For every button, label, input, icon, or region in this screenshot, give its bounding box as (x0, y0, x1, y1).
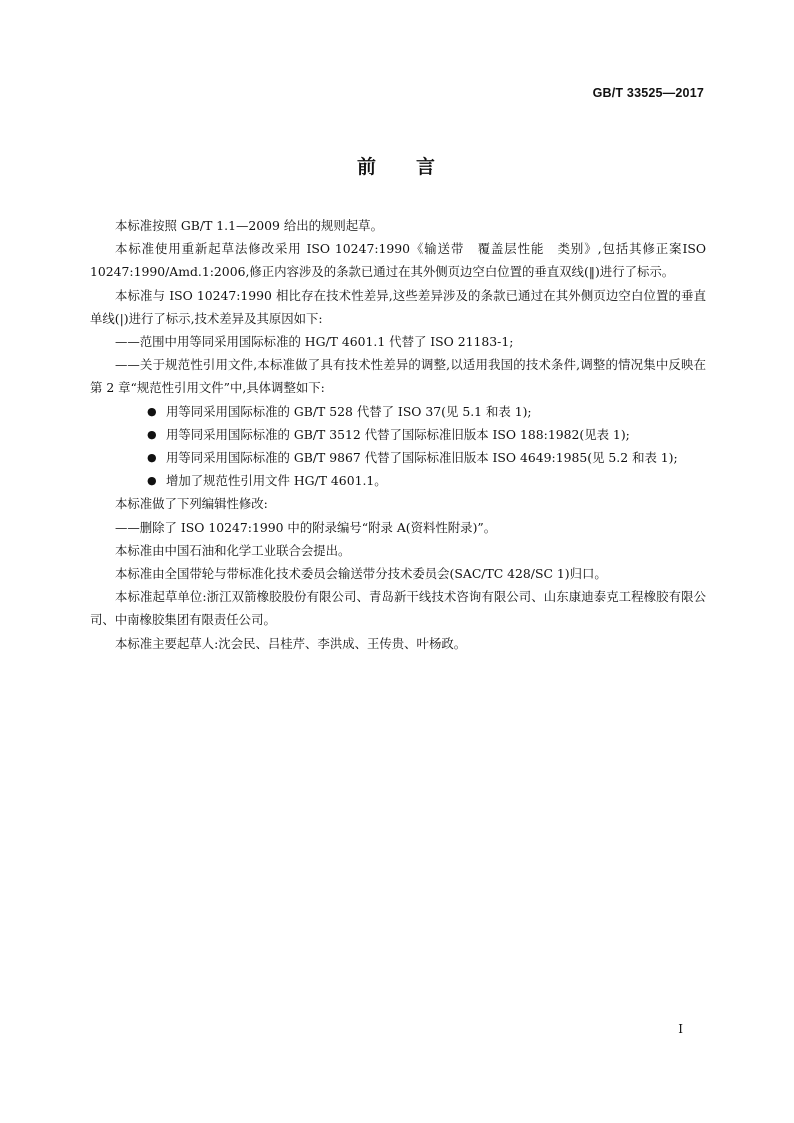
document-body (90, 214, 706, 655)
bullet-text: 用等同采用国际标准的 GB/T 9867 代替了国际标准旧版本 ISO 4649:1985(见 5.2 和表 1); (166, 450, 678, 466)
list-item-bullet (90, 400, 706, 423)
bullet-icon: ● (147, 451, 157, 465)
paragraph-proposer: 本标准由中国石油和化学工业联合会提出。 (115, 542, 351, 558)
paragraph-drafters: 本标准主要起草人:沈会民、吕桂芹、李洪成、王传贵、叶杨政。 (115, 635, 467, 651)
bullet-text: 增加了规范性引用文件 HG/T 4601.1。 (166, 473, 387, 489)
paragraph-adoption-method: 本标准使用重新起草法修改采用 ISO 10247:1990《输送带 覆盖层性能 类别》,包括其修正案ISO 10247:1990/Amd.1:2006,修正内容涉及的条款已通过在其外侧页边空白位置的垂直双线(‖)进行了标示。 (90, 241, 706, 280)
bullet-icon: ● (147, 427, 157, 441)
list-item-dash-normative-references: ——关于规范性引用文件,本标准做了具有技术性差异的调整,以适用我国的技术条件,调整的情况集中反映在第 2 章“规范性引用文件”中,具体调整如下: (90, 357, 706, 396)
paragraph-drafting-units: 本标准起草单位:浙江双箭橡胶股份有限公司、青岛新干线技术咨询有限公司、山东康迪泰克工程橡胶有限公司、中南橡胶集团有限责任公司。 (90, 589, 706, 628)
title-char-left: 前 (356, 156, 378, 178)
list-item-bullet (90, 469, 706, 492)
bullet-icon: ● (147, 474, 157, 488)
document-code: GB/T 33525—2017 (592, 86, 704, 100)
list-item-dash-scope: ——范围中用等同采用国际标准的 HG/T 4601.1 代替了 ISO 21183-1; (115, 334, 514, 350)
list-item-dash-annex: ——删除了 ISO 10247:1990 中的附录编号“附录 A(资料性附录)”。 (115, 519, 497, 535)
paragraph-editorial-changes: 本标准做了下列编辑性修改: (115, 496, 268, 512)
bullet-text: 用等同采用国际标准的 GB/T 528 代替了 ISO 37(见 5.1 和表 1); (166, 403, 532, 419)
paragraph-technical-differences: 本标准与 ISO 10247:1990 相比存在技术性差异,这些差异涉及的条款已通过在其外侧页边空白位置的垂直单线(|)进行了标示,技术差异及其原因如下: (90, 287, 706, 326)
list-item-bullet (90, 446, 706, 469)
list-item-bullet (90, 423, 706, 446)
paragraph-committee: 本标准由全国带轮与带标准化技术委员会输送带分技术委员会(SAC/TC 428/SC 1)归口。 (115, 566, 607, 582)
page-title (0, 152, 794, 179)
page-number: I (678, 1022, 683, 1036)
bullet-text: 用等同采用国际标准的 GB/T 3512 代替了国际标准旧版本 ISO 188:1982(见表 1); (166, 426, 630, 442)
bullet-icon: ● (147, 404, 157, 418)
paragraph-drafting-rules: 本标准按照 GB/T 1.1—2009 给出的规则起草。 (115, 218, 383, 233)
title-char-right: 言 (416, 156, 438, 178)
